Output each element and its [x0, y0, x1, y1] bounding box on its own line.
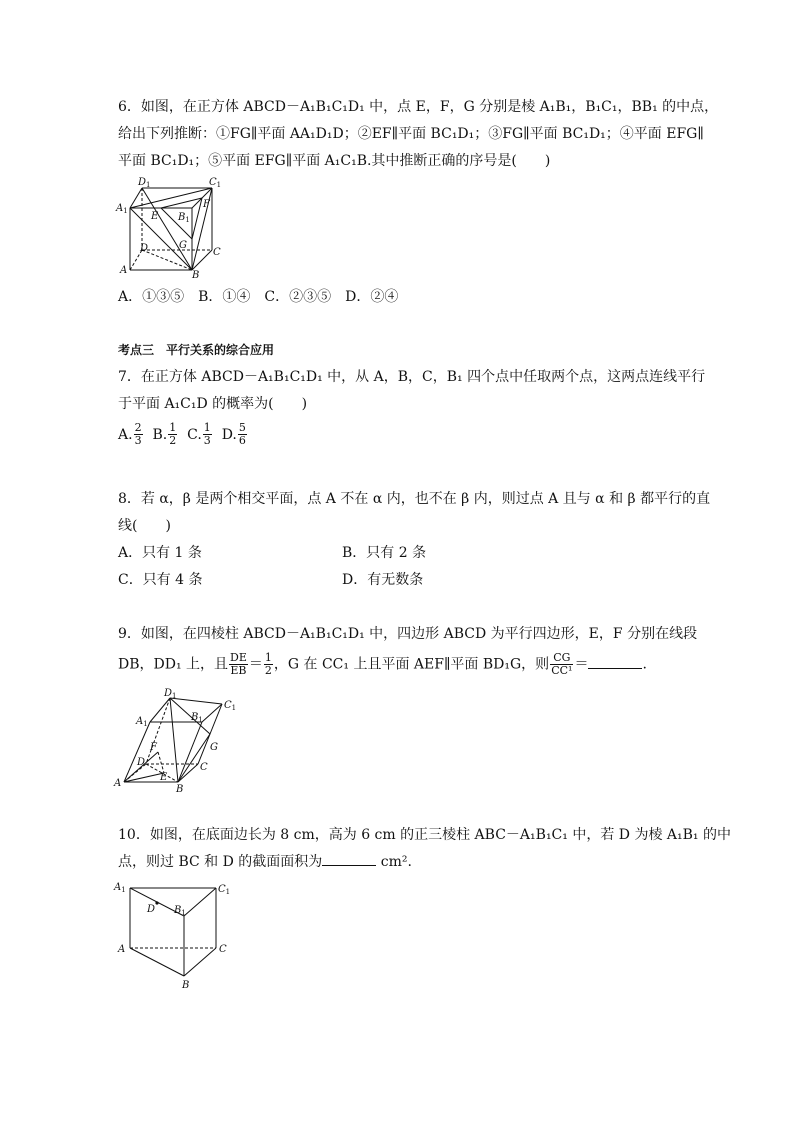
q9-label-D: D — [137, 757, 146, 768]
q6-cube-figure — [112, 174, 222, 284]
q9-label-E: E — [160, 772, 168, 783]
q10-label-A1: $A_1$ — [114, 882, 126, 894]
q6-line-3: 平面 BC₁D₁；⑤平面 EFG∥平面 A₁C₁B.其中推断正确的序号是( ) — [118, 153, 551, 169]
q7-option-d: D. $\frac{5}{6}$ — [221, 421, 246, 447]
q6-label-A1: $A_1$ — [116, 203, 128, 215]
q9-label-C: C — [200, 762, 208, 773]
q9-label-A1: $A_1$ — [136, 716, 148, 728]
q9-answer-blank[interactable] — [588, 656, 642, 669]
q9-label-G: G — [210, 742, 218, 753]
q6-label-D1: $D_1$ — [138, 177, 151, 189]
q7-option-a: A. $\frac{2}{3}$ — [118, 421, 142, 447]
q9-line-1: 9．如图，在四棱柱 ABCD－A₁B₁C₁D₁ 中，四边形 ABCD 为平行四边形，E，F 分别在线段 — [118, 626, 698, 642]
q6-label-F: F — [203, 199, 210, 210]
q10-line-1: 10．如图，在底面边长为 8 cm，高为 6 cm 的正三棱柱 ABC－A₁B₁C₁ 中，若 D 为棱 A₁B₁ 的中 — [118, 827, 731, 843]
q6-label-C: C — [213, 247, 221, 258]
q9-label-D1: $D_1$ — [164, 688, 177, 700]
q10-label-B1: $B_1$ — [174, 905, 186, 917]
q9-label-F: F — [150, 742, 157, 753]
q9-label-A: A — [114, 778, 122, 789]
q9-prism-figure — [112, 688, 242, 794]
q7-options — [118, 422, 248, 447]
q8-line-2: 线( ) — [118, 518, 171, 534]
q8-option-a: A．只有 1 条 — [118, 545, 202, 561]
q7-option-b: B. $\frac{1}{2}$ — [152, 421, 177, 447]
q6-line-1: 6．如图，在正方体 ABCD－A₁B₁C₁D₁ 中，点 E，F，G 分别是棱 A₁B₁，B₁C₁，BB₁ 的中点， — [118, 99, 719, 115]
q7-option-c: C. $\frac{1}{3}$ — [187, 421, 211, 447]
q6-label-B: B — [192, 270, 200, 281]
q10-label-C1: $C_1$ — [218, 884, 231, 896]
q10-label-D: D — [147, 904, 156, 915]
q10-label-B: B — [182, 980, 190, 991]
q9-label-B1: $B_1$ — [191, 712, 203, 724]
q6-label-E: E — [151, 211, 159, 222]
q9-fraction-cg-cc1: $\frac{CG}{\text{CC¹}}$ — [551, 651, 573, 677]
q8-option-c: C．只有 4 条 — [118, 572, 203, 588]
q7-line-2: 于平面 A₁C₁D 的概率为( ) — [118, 396, 308, 412]
q8-option-d: D．有无数条 — [342, 572, 424, 588]
q8-line-1: 8．若 α，β 是两个相交平面，点 A 不在 α 内，也不在 β 内，则过点 A 且与 α 和 β 都平行的直 — [118, 491, 711, 507]
q6-label-D: D — [140, 243, 149, 254]
q6-options: A．①③⑤ B．①④ C．②③⑤ D．②④ — [118, 289, 399, 305]
q10-label-A: A — [118, 944, 126, 955]
q6-line-2: 给出下列推断：①FG∥平面 AA₁D₁D；②EF∥平面 BC₁D₁；③FG∥平面 BC₁D₁；④平面 EFG∥ — [118, 126, 704, 142]
section-heading: 考点三 平行关系的综合应用 — [118, 343, 275, 357]
q6-label-G: G — [179, 240, 187, 251]
q10-line-2: 点，则过 BC 和 D 的截面面积为 cm². — [118, 854, 412, 870]
q10-point-D — [155, 901, 158, 904]
q10-label-C: C — [219, 944, 227, 955]
q9-line-2: DB，DD₁ 上，且 $\frac{DE}{EB}$ ＝ $\frac{1}{2}$ ，G 在 CC₁ 上且平面 AEF∥平面 BD₁G，则 $\frac{CG}{\text{CC¹}}$ ＝ . — [118, 651, 647, 677]
q6-label-B1: $B_1$ — [178, 212, 190, 224]
q8-option-b: B．只有 2 条 — [342, 545, 427, 561]
q9-label-C1: $C_1$ — [224, 700, 237, 712]
q7-line-1: 7．在正方体 ABCD－A₁B₁C₁D₁ 中，从 A，B，C，B₁ 四个点中任取两个点，这两点连线平行 — [118, 369, 706, 385]
q9-label-B: B — [176, 784, 184, 795]
q6-label-A: A — [120, 265, 128, 276]
q9-fraction-half: $\frac{1}{2}$ — [264, 651, 272, 677]
q6-label-C1: $C_1$ — [209, 177, 222, 189]
q10-answer-blank[interactable] — [322, 853, 376, 866]
q10-prism-figure — [112, 880, 232, 990]
q9-fraction-de-eb: $\frac{DE}{EB}$ — [230, 651, 247, 677]
